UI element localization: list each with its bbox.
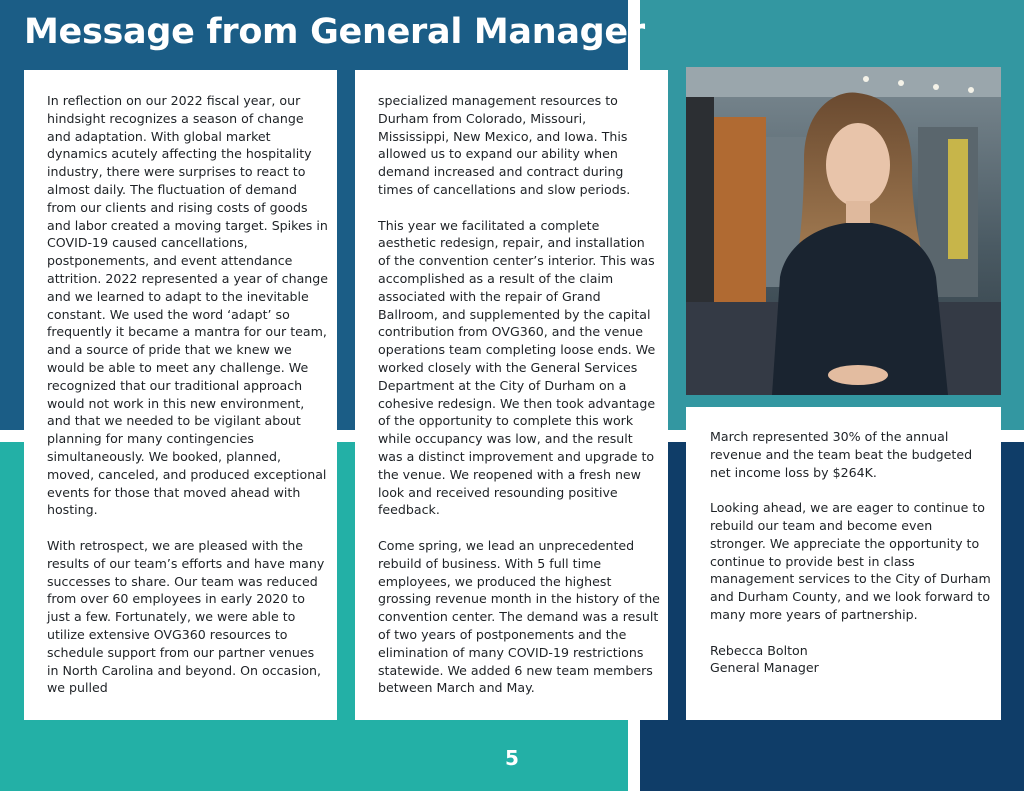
- page-number: 5: [505, 746, 519, 770]
- general-manager-photo: [686, 67, 1001, 395]
- paragraph: With retrospect, we are pleased with the results of our team’s efforts and have many successes to share. Our team was reduced from over 60 employees in early 2020 to just a few. Fortunately, we were able to utilize extensive OVG360 resources to schedule support from our partner venues in North Carolina and beyond. On occasion, we pulled: [47, 537, 325, 696]
- portrait-illustration: [686, 67, 1001, 395]
- yellow-column: [948, 139, 968, 259]
- hands: [828, 365, 888, 385]
- neck: [846, 201, 870, 225]
- wood-door: [714, 117, 766, 302]
- text-column-3: [686, 407, 1001, 720]
- page-title: Message from General Manager: [24, 12, 645, 52]
- text-column-2: [355, 70, 668, 720]
- paragraph: In reflection on our 2022 fiscal year, our hindsight recognizes a season of change and adaptation. With global market dynamics acutely affecting the hospitality industry, there were surprises to react to almost daily. The fluctuation of demand from our clients and rising costs of goods and labor created a moving target. Spikes in COVID-19 caused cancellations, postponements, and event attendance attrition. 2022 represented a year of change and we learned to adapt to the inevitable constant. We used the word ‘adapt’ so frequently it became a mantra for our team, and a source of pride that we knew we would be able to meet any challenge. We recognized that our traditional approach would not work in this new environment, and that we needed to be vigilant about planning for many contingencies simultaneously. We booked, planned, moved, canceled, and produced exceptional events for those that moved ahead with hosting.: [47, 93, 329, 518]
- paragraph: Looking ahead, we are eager to continue to rebuild our team and become even stronger. We appreciate the opportunity to continue to provide best in class management services to the City of Durham and Durham County, and we look forward to many more years of partnership.: [710, 500, 991, 622]
- signature-block: [710, 642, 992, 678]
- signature-title: General Manager: [710, 660, 819, 676]
- paragraph: specialized management resources to Durham from Colorado, Missouri, Mississippi, New Mexico, and Iowa. This allowed us to expand our ability when demand increased and contract during times of cancellations and slow periods.: [378, 93, 631, 197]
- signature-name: Rebecca Bolton: [710, 642, 808, 658]
- paragraph: March represented 30% of the annual revenue and the team beat the budgeted net income loss by $264K.: [710, 429, 973, 480]
- column-1-body: [47, 92, 329, 697]
- paragraph: Come spring, we lead an unprecedented rebuild of business. With 5 full time employees, we produced the highest grossing revenue month in the history of the convention center. The demand was a result of two years of postponements and the elimination of many COVID-19 restrictions statewide. We added 6 new team members between March and May.: [378, 537, 660, 696]
- column-3-body: [710, 428, 992, 677]
- text-column-1: [24, 70, 337, 720]
- door-frame: [686, 97, 714, 307]
- ceiling: [686, 67, 1001, 97]
- column-2-body: [378, 92, 660, 697]
- paragraph: This year we facilitated a complete aesthetic redesign, repair, and installation of the convention center’s interior. This was accomplished as a result of the claim associated with the repair of Grand Ballroom, and supplemented by the capital contribution from OVG360, and the venue operations team completing loose ends. We worked closely with the General Services Department at the City of Durham on a cohesive redesign. We then took advantage of the opportunity to complete this work while occupancy was low, and the result was a distinct improvement and upgrade to the venue. We reopened with a fresh new look and received resounding positive feedback.: [378, 217, 656, 518]
- face: [826, 123, 890, 207]
